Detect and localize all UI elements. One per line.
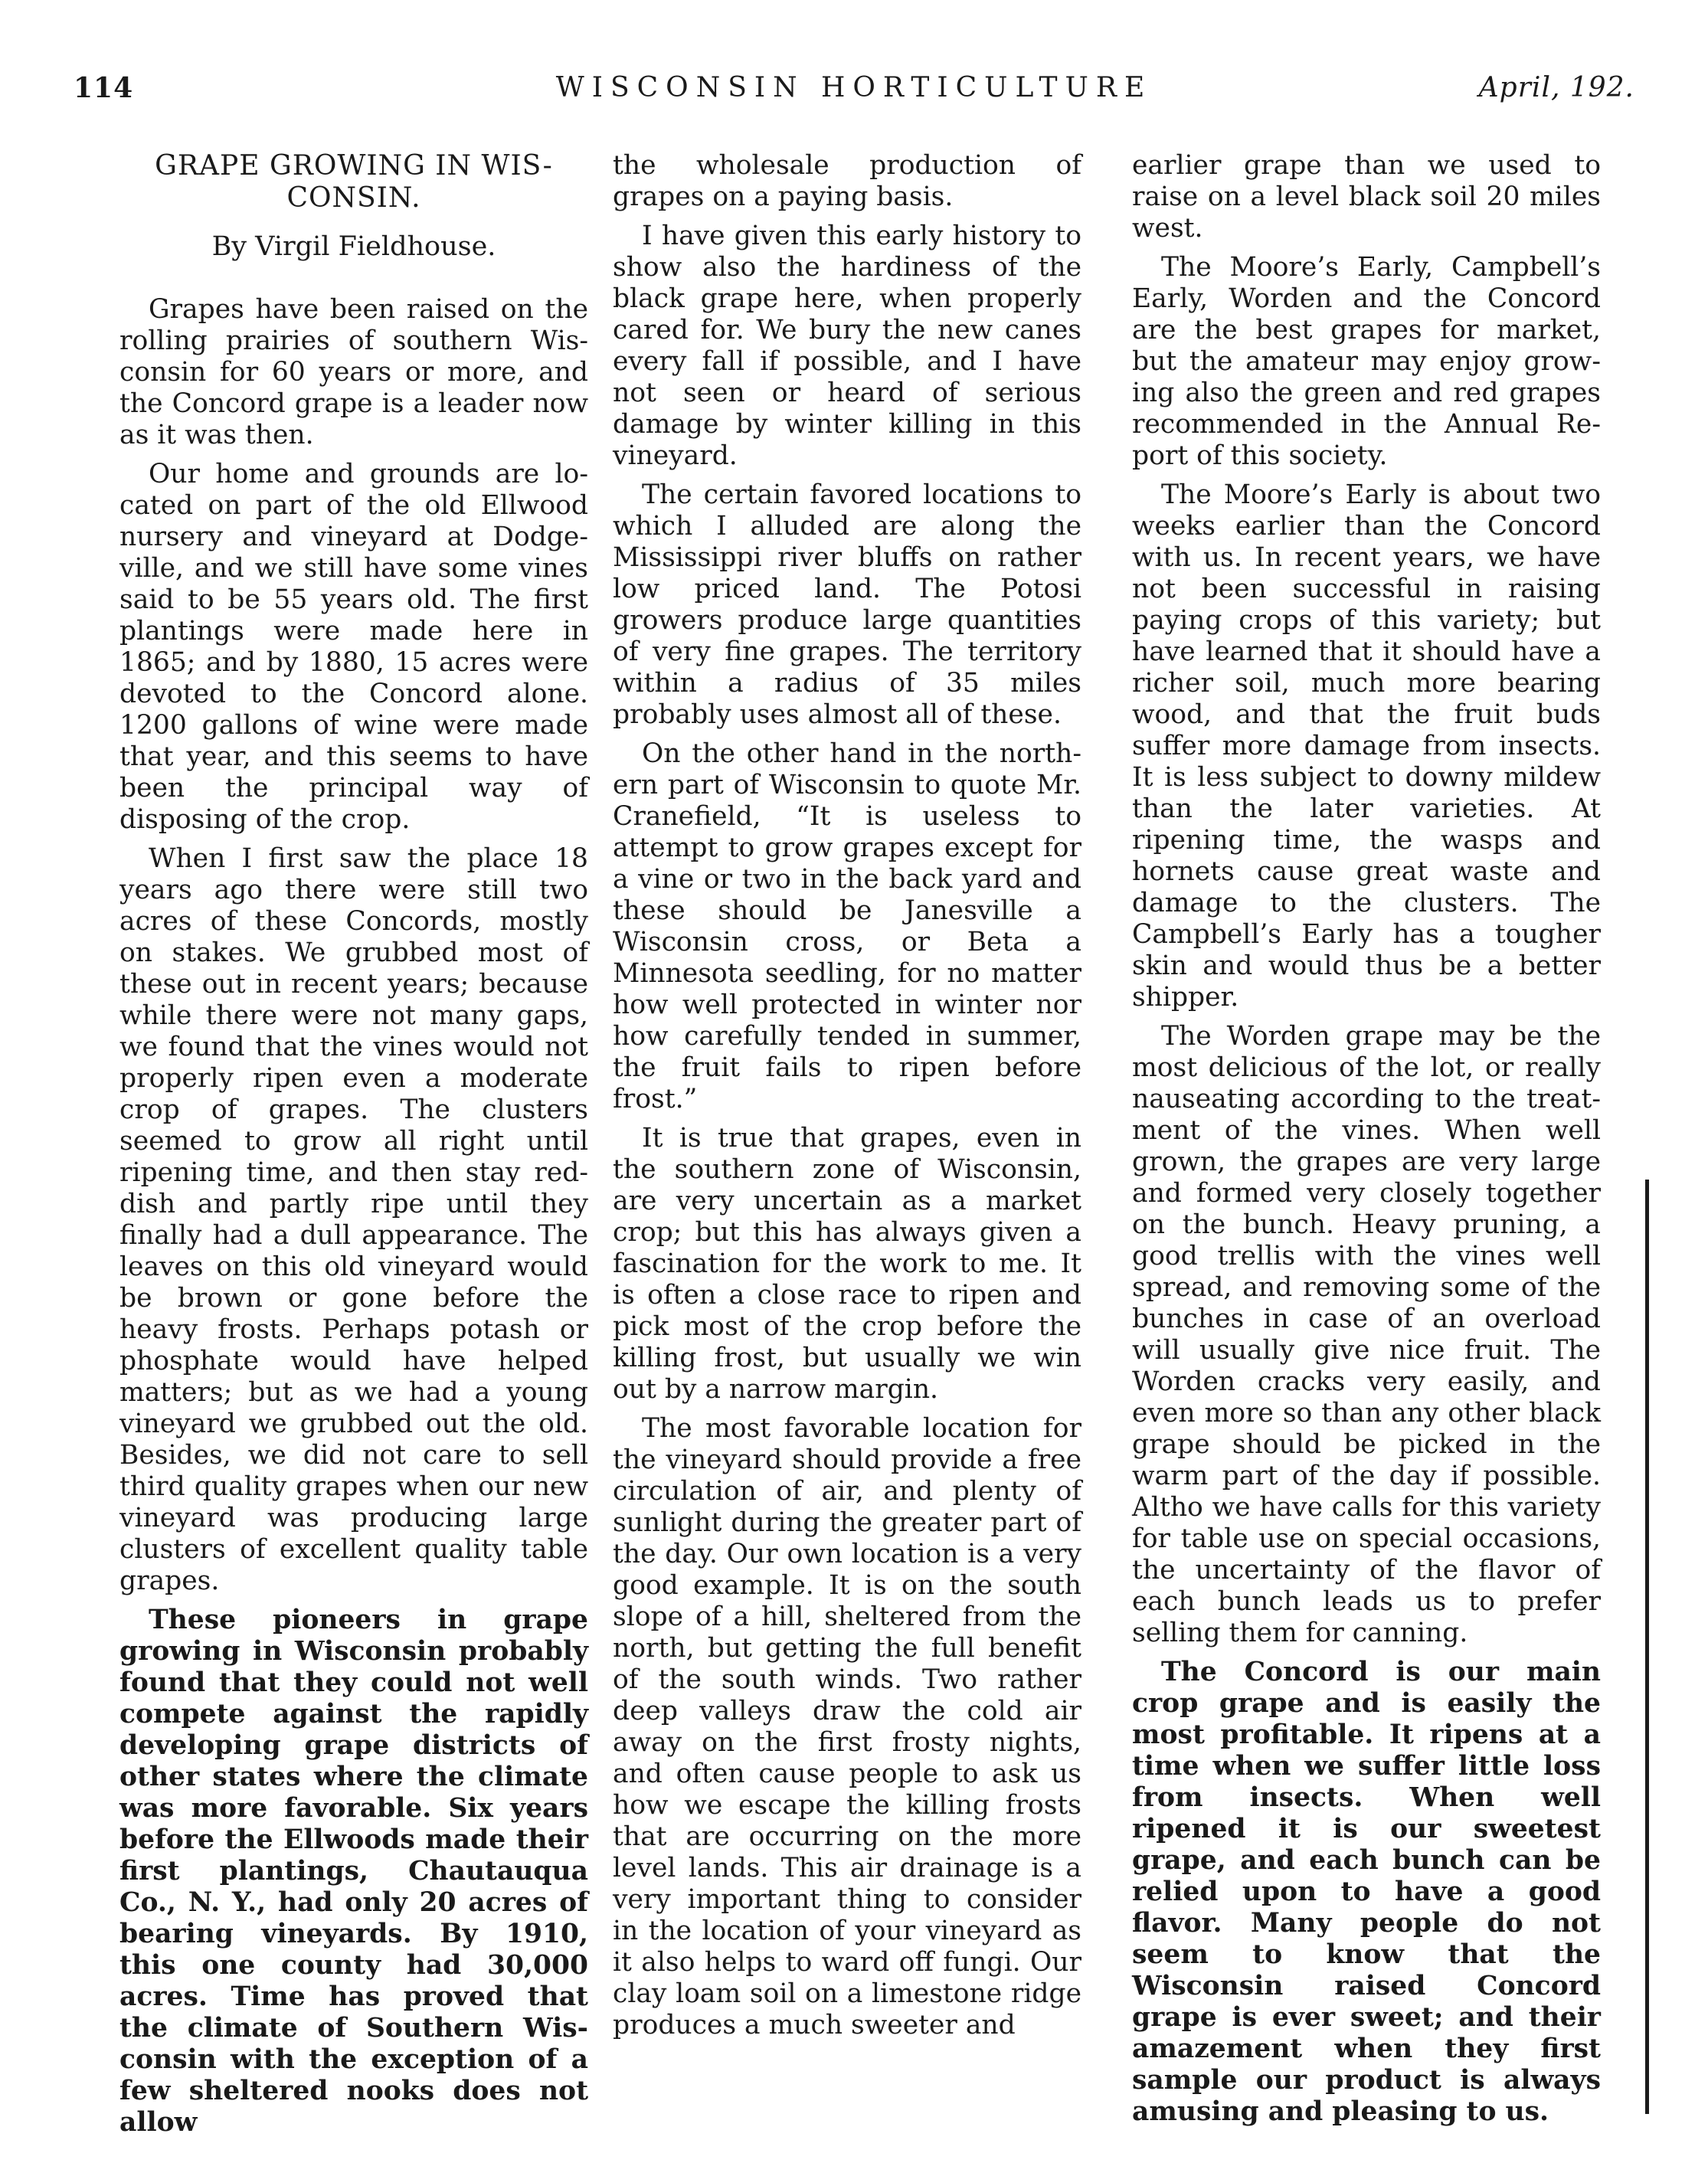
paragraph: On the other hand in the northern part of Wisconsin to quote Mr. Cranefield, “It is useless to attempt to grow grapes except for a vine or two in the back yard and these should be Janesville a Wisconsin cross, or Beta a Minnesota seedling, for no matter how well protected in winter nor how carefully tended in summer, the fruit fails to ripen before frost.” xyxy=(613,738,1081,1114)
paragraph: The most favorable location for the vineyard should provide a free circulation of air, and plenty of sunlight during the greater part of the day. Our own location is a very good example. It is on the south slope of a hill, sheltered from the north, but getting the full benefit of the south winds. Two rather deep valleys draw the cold air away on the first frosty nights, and often cause people to ask us how we escape the killing frosts that are occurring on the more level lands. This air drainage is a very important thing to consider in the location of your vineyard as it also helps to ward off fungi. Our clay loam soil on a limestone ridge produces a much sweeter and xyxy=(613,1413,1081,2040)
issue-date: April, 192. xyxy=(1478,72,1634,103)
paragraph: When I first saw the place 18 years ago there were still two acres of these Concords, mostly on stakes. We grubbed most of these out in recent years; because while there were not many gaps, we found that the vines would not properly ripen even a moderate crop of grapes. The clusters seemed to grow all right until ripening time, and then stay reddish and partly ripe until they finally had a dull appearance. The leaves on this old vineyard would be brown or gone before the heavy frosts. Perhaps potash or phosphate would have helped matters; but as we had a young vineyard we grubbed out the old. Besides, we did not care to sell third quality grapes when our new vineyard was producing large clusters of excellent quality table grapes. xyxy=(119,843,588,1596)
page-number: 114 xyxy=(74,72,134,104)
paragraph: I have given this early history to show also the hardiness of the black grape here, when properly cared for. We bury the new canes every fall if possible, and I have not seen or heard of serious damage by winter killing in this vineyard. xyxy=(613,221,1081,471)
journal-title: WISCONSIN HORTICULTURE xyxy=(555,72,1153,103)
paragraph: The Worden grape may be the most delicious of the lot, or really nauseating according to the treatment of the vines. When well grown, the grapes are very large and formed very closely together on the bunch. Heavy pruning, a good trellis with the vines well spread, and removing some of the bunches in case of an overload will usually give nice fruit. The Worden cracks very easily, and even more so than any other black grape should be picked in the warm part of the day if possible. Altho we have calls for this variety for table use on special occasions, the uncertainty of the flavor of each bunch leads us to prefer selling them for canning. xyxy=(1132,1021,1601,1648)
paragraph: The Concord is our main crop grape and is easily the most profitable. It ripens at a time when we suffer little loss from insects. When well ripened it is our sweetest grape, and each bunch can be relied upon to have a good flavor. Many people do not seem to know that the Wisconsin raised Concord grape is ever sweet; and their amazement when they first sample our product is always amusing and pleasing to us. xyxy=(1132,1657,1601,2127)
text-column-3 xyxy=(1132,150,1601,2135)
paragraph: earlier grape than we used to raise on a level black soil 20 miles west. xyxy=(1132,150,1601,244)
article-title: GRAPE GROWING IN WIS- CONSIN. xyxy=(155,150,553,214)
paragraph: It is true that grapes, even in the southern zone of Wisconsin, are very uncertain as a market crop; but this has always given a fascination for the work to me. It is often a close race to ripen and pick most of the crop before the killing frost, but usually we win out by a narrow margin. xyxy=(613,1123,1081,1405)
page-header xyxy=(74,72,1634,118)
paragraph: The certain favored locations to which I alluded are along the Mississippi river bluffs on rather low priced land. The Potosi growers produce large quantities of very fine grapes. The territory within a radius of 35 miles probably uses almost all of these. xyxy=(613,479,1081,730)
paragraph: the wholesale production of grapes on a paying basis. xyxy=(613,150,1081,212)
paragraph: Our home and grounds are located on part of the old Ellwood nursery and vineyard at Dodgeville, and we still have some vines said to be 55 years old. The first plantings were made here in 1865; and by 1880, 15 acres were devoted to the Concord alone. 1200 gallons of wine were made that year, and this seems to have been the principal way of disposing of the crop. xyxy=(119,459,588,835)
paragraph: The Moore’s Early, Campbell’s Early, Worden and the Concord are the best grapes for market, but the amateur may enjoy growing also the green and red grapes recommended in the Annual Report of this society. xyxy=(1132,252,1601,471)
text-column-2 xyxy=(613,150,1081,2049)
paragraph: These pioneers in grape growing in Wisconsin probably found that they could not well compete against the rapidly developing grape districts of other states where the climate was more favorable. Six years before the Ellwoods made their first plantings, Chautauqua Co., N. Y., had only 20 acres of bearing vineyards. By 1910, this one county had 30,000 acres. Time has proved that the climate of Southern Wisconsin with the exception of a few sheltered nooks does not allow xyxy=(119,1605,588,2138)
column-rule xyxy=(1645,1180,1649,2114)
paragraph: Grapes have been raised on the rolling prairies of southern Wisconsin for 60 years or more, and the Concord grape is a leader now as it was then. xyxy=(119,294,588,450)
article-byline: By Virgil Fieldhouse. xyxy=(211,231,496,262)
text-column-1 xyxy=(119,150,588,2146)
paragraph: The Moore’s Early is about two weeks earlier than the Concord with us. In recent years, we have not been successful in raising paying crops of this variety; but have learned that it should have a richer soil, much more bearing wood, and that the fruit buds suffer more damage from insects. It is less subject to downy mildew than the later varieties. At ripening time, the wasps and hornets cause great waste and damage to the clusters. The Campbell’s Early has a tougher skin and would thus be a better shipper. xyxy=(1132,479,1601,1013)
